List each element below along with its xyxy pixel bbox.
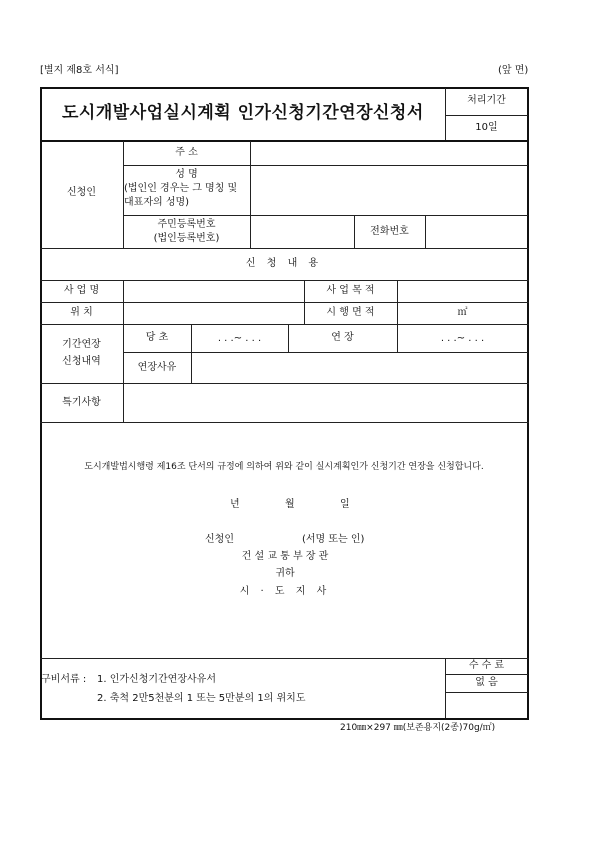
date-year: 년	[230, 499, 240, 510]
page-side-label: (앞 면)	[498, 65, 529, 76]
processing-period-value: 10일	[475, 122, 498, 133]
project-name-label: 사 업 명	[63, 285, 100, 296]
date-day: 일	[340, 499, 350, 510]
signature-applicant-label: 신청인	[205, 534, 234, 545]
phone-field[interactable]	[426, 216, 527, 247]
location-field[interactable]	[124, 303, 303, 323]
project-purpose-label: 사 업 목 적	[326, 285, 375, 296]
project-purpose-field[interactable]	[398, 281, 527, 301]
required-documents-label: 구비서류 :	[41, 674, 87, 685]
name-label: 성 명	[175, 169, 198, 180]
corporate-number-label: (법인등록번호)	[153, 233, 220, 244]
special-notes-label: 특기사항	[62, 397, 101, 408]
content-header: 신 청 내 용	[245, 258, 323, 269]
area-unit: ㎡	[457, 307, 468, 318]
extension-label-2: 신청내역	[62, 356, 101, 367]
addressee-suffix: 귀하	[275, 568, 295, 579]
fee-label: 수 수 료	[468, 660, 505, 671]
minister-title: 건 설 교 통 부 장 관	[241, 551, 329, 562]
resident-number-field[interactable]	[251, 216, 353, 247]
fee-value: 없 음	[475, 677, 498, 688]
required-document-1: 1. 인가신청기간연장사유서	[97, 674, 216, 685]
required-document-2: 2. 축척 2만5천분의 1 또는 5만분의 1의 위치도	[97, 693, 306, 704]
form-number: [별지 제8호 서식]	[40, 65, 119, 76]
resident-number-label: 주민등록번호	[157, 219, 216, 230]
address-field[interactable]	[251, 142, 527, 164]
applicant-label: 신청인	[67, 187, 96, 198]
date-month: 월	[285, 499, 295, 510]
form-title: 도시개발사업실시계획 인가신청기간연장신청서	[62, 103, 424, 123]
mayor-title: 시 · 도 지 사	[239, 586, 331, 597]
special-notes-field[interactable]	[124, 384, 527, 421]
project-name-field[interactable]	[124, 281, 303, 301]
processing-period-label: 처리기간	[467, 95, 506, 106]
name-field[interactable]	[251, 166, 527, 214]
extension-reason-label: 연장사유	[137, 362, 177, 373]
name-label-note: (법인인 경우는 그 명칭 및	[124, 183, 238, 194]
extension-label: 기간연장	[62, 339, 101, 350]
original-period-label: 당 초	[145, 332, 169, 343]
signature-note: (서명 또는 인)	[302, 534, 365, 545]
phone-label: 전화번호	[370, 226, 409, 237]
area-label: 시 행 면 적	[326, 307, 375, 318]
paper-spec-footer: 210㎜×297 ㎜(보존용지(2종)70g/㎡)	[340, 723, 496, 733]
extended-period-label: 연 장	[331, 332, 354, 343]
name-label-note-2: 대표자의 성명)	[124, 197, 190, 208]
application-statement: 도시개발법시행령 제16조 단서의 규정에 의하여 위와 같이 실시계획인가 신청기간 연장을 신청합니다.	[84, 462, 484, 472]
extension-reason-field[interactable]	[192, 353, 527, 382]
original-period-value: . . .~ . . .	[217, 333, 262, 344]
extended-period-value: . . .~ . . .	[440, 333, 485, 344]
address-label: 주 소	[175, 147, 198, 158]
location-label: 위 치	[70, 307, 93, 318]
